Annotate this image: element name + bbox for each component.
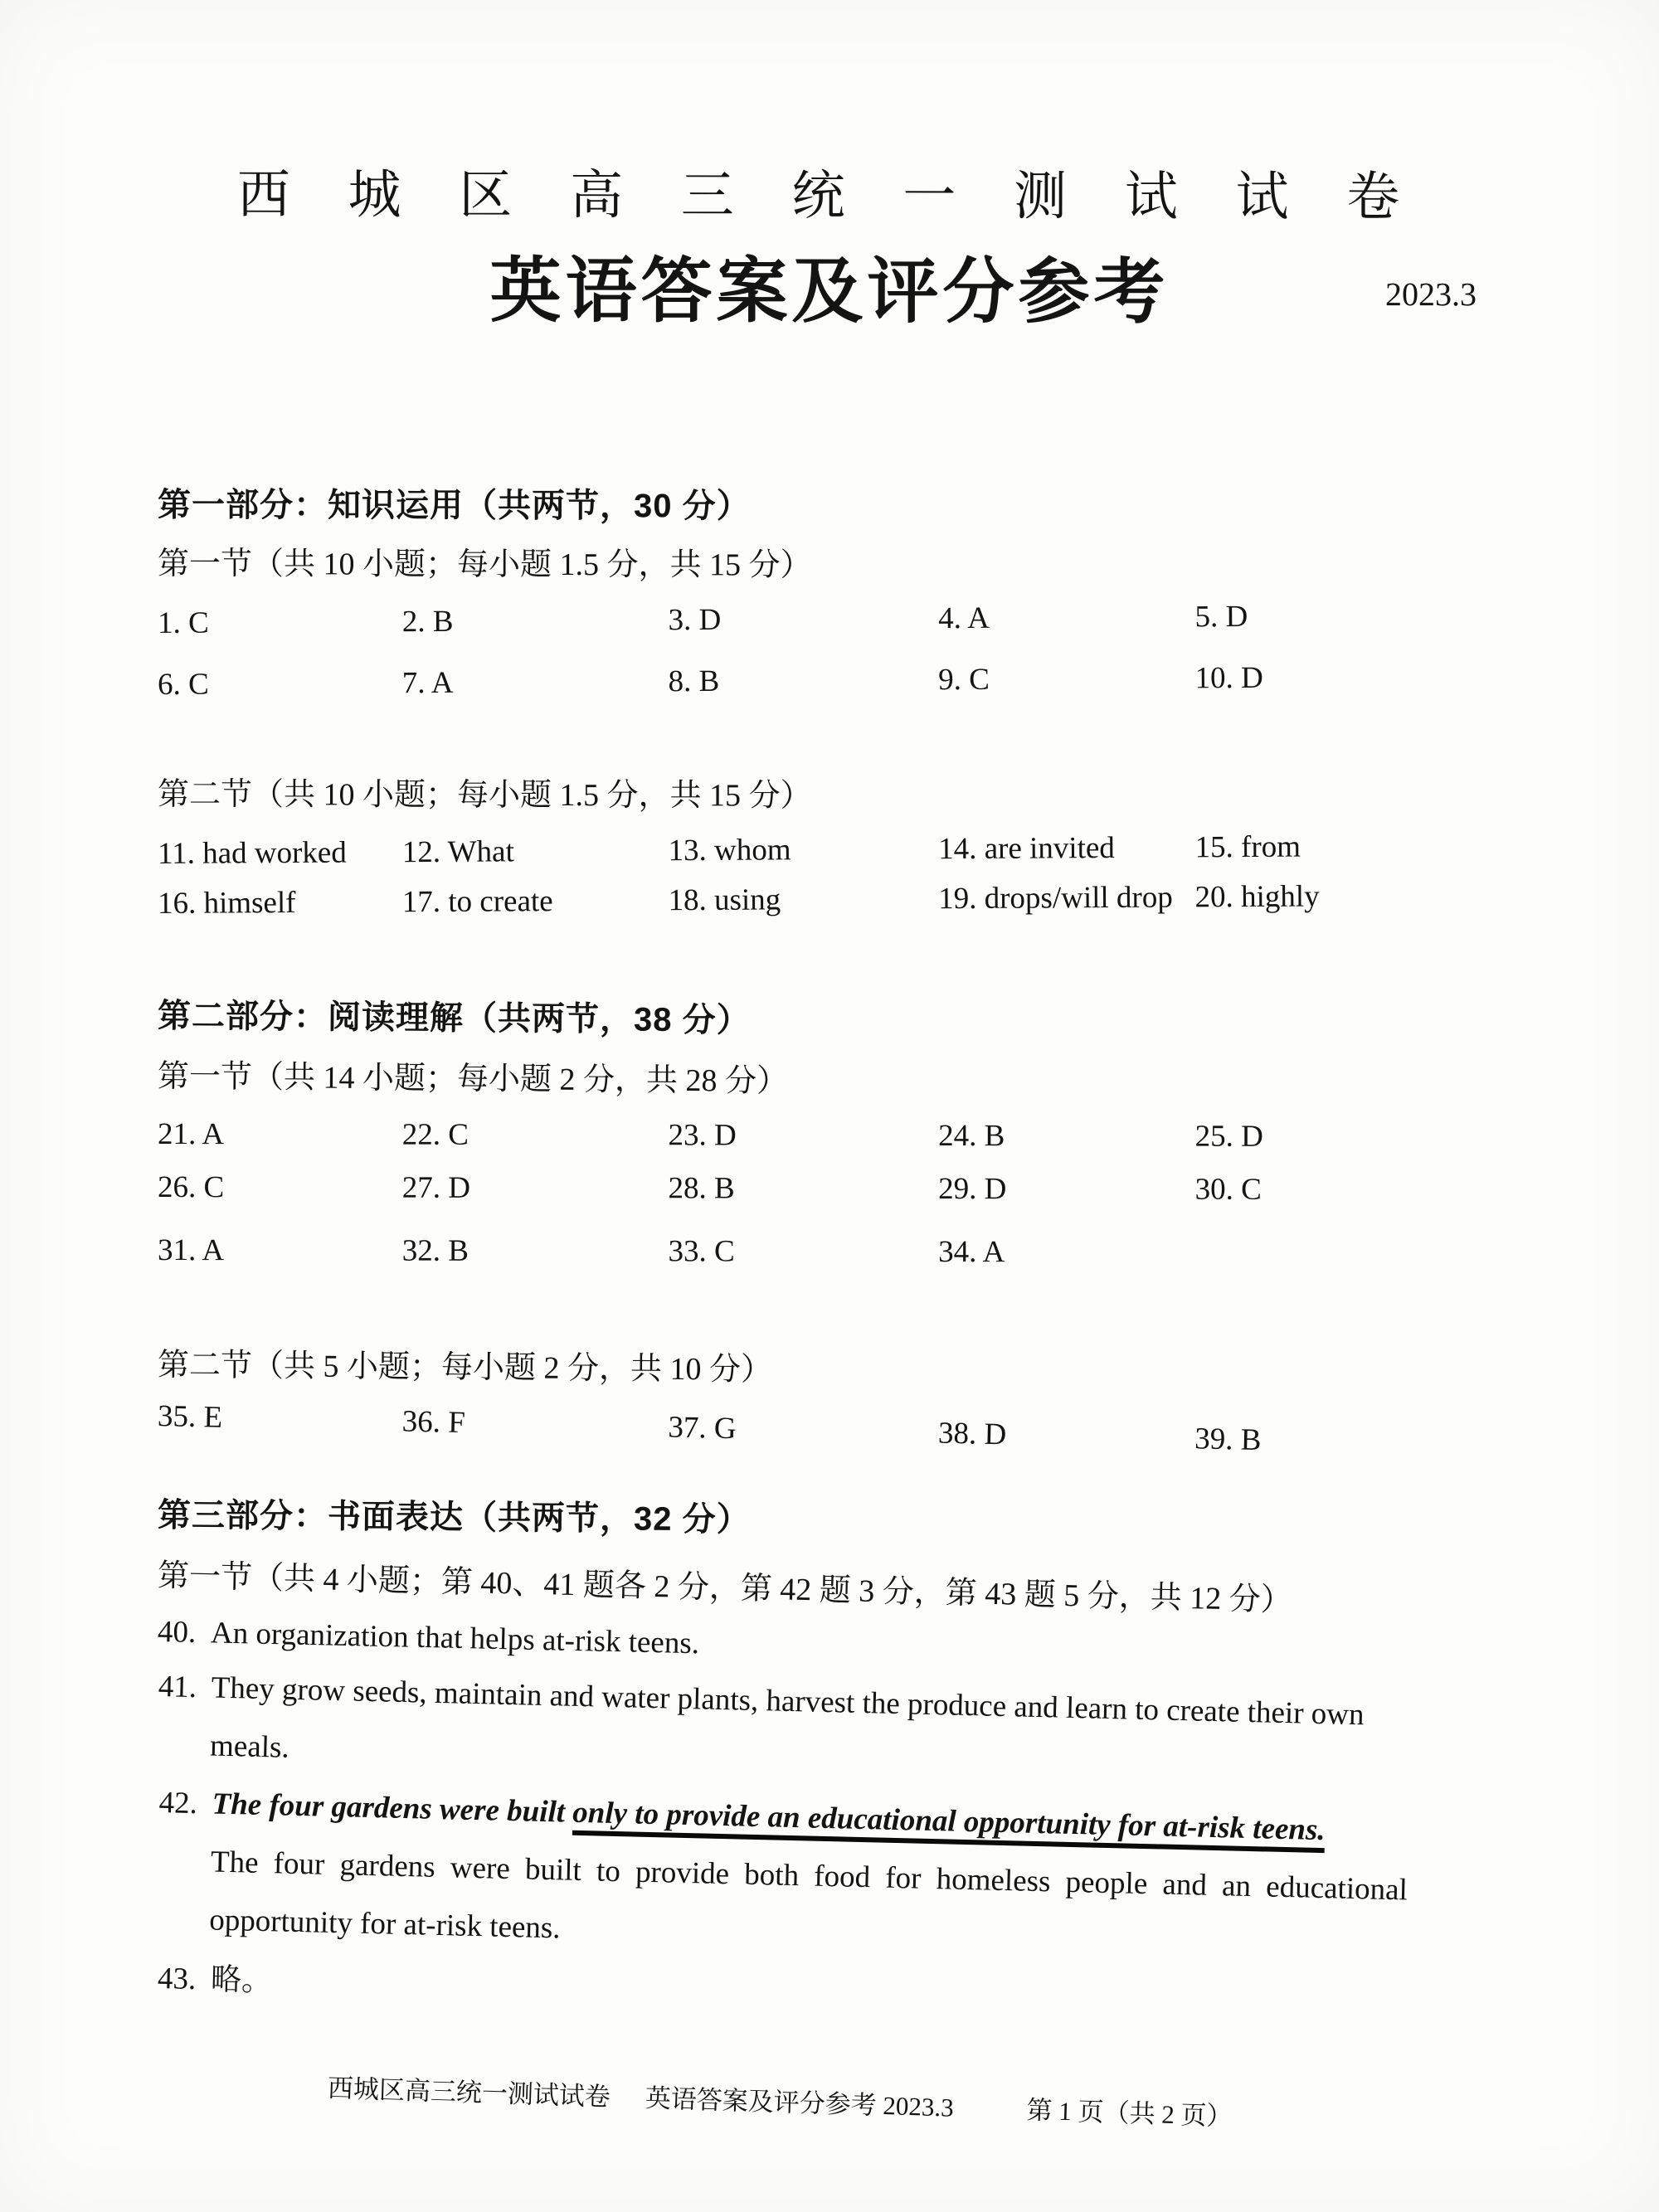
answer-q32: 32. B [401,1233,469,1268]
answer-q11: 11. had worked [157,835,347,871]
answer-q20: 20. highly [1194,879,1320,915]
answer-q5: 5. D [1194,599,1248,634]
q40-text: An organization that helps at-risk teens. [210,1616,700,1661]
answer-row-35-39 [157,1398,1501,1465]
answer-q9: 9. C [938,662,990,698]
answer-q21: 21. A [157,1117,225,1152]
answer-q19: 19. drops/will drop [938,880,1173,916]
answer-q18: 18. using [668,882,781,918]
answer-q39: 39. B [1194,1422,1262,1458]
part2-heading: 第二部分：阅读理解（共两节，38 分） [157,998,751,1039]
answer-row-6-10 [158,658,1501,704]
answer-q31: 31. A [157,1233,225,1268]
q41-number: 41. [158,1670,197,1705]
answer-key-title: 英语答案及评分参考 [489,250,1170,333]
part1-section1-label: 第一节（共 10 小题；每小题 1.5 分，共 15 分） [157,547,812,583]
answer-q26: 26. C [157,1170,225,1205]
answer-q22: 22. C [401,1117,469,1152]
footer-doc-title: 西城区高三统一测试试卷 [327,2073,611,2112]
answer-q3: 3. D [668,602,722,638]
part3-heading: 第三部分：书面表达（共两节，32 分） [157,1497,751,1539]
footer-page-number: 第 1 页（共 2 页） [1026,2095,1233,2132]
answer-q14: 14. are invited [938,830,1115,867]
q42-line2: The four gardens were built to provide both food for homeless people and an educational [210,1845,1408,1908]
q42-number: 42. [158,1786,198,1821]
answer-q33: 33. C [668,1234,735,1269]
part1-section2-label: 第二节（共 10 小题；每小题 1.5 分，共 15 分） [157,777,812,814]
answer-q2: 2. B [401,604,454,639]
answer-q23: 23. D [668,1118,737,1153]
answer-key-title-row [158,249,1501,334]
page-footer [327,2072,1233,2133]
answer-q6: 6. C [157,667,209,702]
answer-q34: 34. A [938,1234,1005,1270]
q40-number: 40. [157,1615,197,1650]
q41-line2: meals. [209,1728,290,1765]
footer-doc-subtitle: 英语答案及评分参考 2023.3 [645,2083,955,2122]
q42-item [156,1774,1503,1980]
part1-heading: 第一部分：知识运用（共两节，30 分） [157,487,751,525]
answer-q30: 30. C [1194,1172,1262,1207]
answer-q15: 15. from [1194,829,1301,865]
q43-number: 43. [157,1962,197,1997]
answer-q36: 36. F [401,1404,466,1441]
answer-q38: 38. D [937,1416,1007,1452]
q42-underlined-text: only to provide an educational opportunity for at-risk teens. [572,1796,1326,1853]
answer-q35: 35. E [157,1399,223,1435]
exam-title: 西 城 区 高 三 统 一 测 试 试 卷 [236,165,1423,227]
answer-q37: 37. G [667,1410,737,1446]
answer-row-16-20 [158,877,1501,923]
answer-q27: 27. D [401,1170,471,1205]
exam-date: 2023.3 [1384,275,1477,314]
q43-text: 略。 [210,1962,273,1999]
answer-q12: 12. What [401,834,514,870]
answer-row-11-15 [158,827,1501,873]
part3-section1-label: 第一节（共 4 小题；第 40、41 题各 2 分，第 42 题 3 分，第 43 题 5 分，共 12 分） [157,1558,1293,1618]
part2-section2-label: 第二节（共 5 小题；每小题 2 分，共 10 分） [157,1348,773,1388]
answer-row-26-30 [158,1169,1501,1209]
answer-q7: 7. A [401,665,454,701]
answer-empty-cell [1195,1234,1501,1273]
answer-q25: 25. D [1194,1119,1263,1154]
answer-q4: 4. A [938,600,990,636]
answer-q8: 8. B [668,664,720,699]
answer-q1: 1. C [157,605,209,640]
answer-q24: 24. B [938,1118,1005,1154]
answer-q13: 13. whom [668,833,791,868]
answer-row-1-5 [158,596,1501,643]
answer-q28: 28. B [668,1171,735,1206]
answer-q17: 17. to create [401,884,553,920]
part2-section1-label: 第一节（共 14 小题；每小题 2 分，共 28 分） [157,1059,789,1099]
answer-q29: 29. D [938,1171,1007,1207]
q42-lead-text: The four gardens were built [212,1787,573,1830]
answer-row-21-25 [158,1116,1501,1156]
answer-q16: 16. himself [157,885,296,921]
q41-line1: They grow seeds, maintain and water plants, harvest the produce and learn to create their own [211,1670,1365,1733]
q42-line3: opportunity for at-risk teens. [208,1903,562,1946]
answer-row-31-34 [158,1232,1501,1272]
answer-q10: 10. D [1194,660,1263,696]
